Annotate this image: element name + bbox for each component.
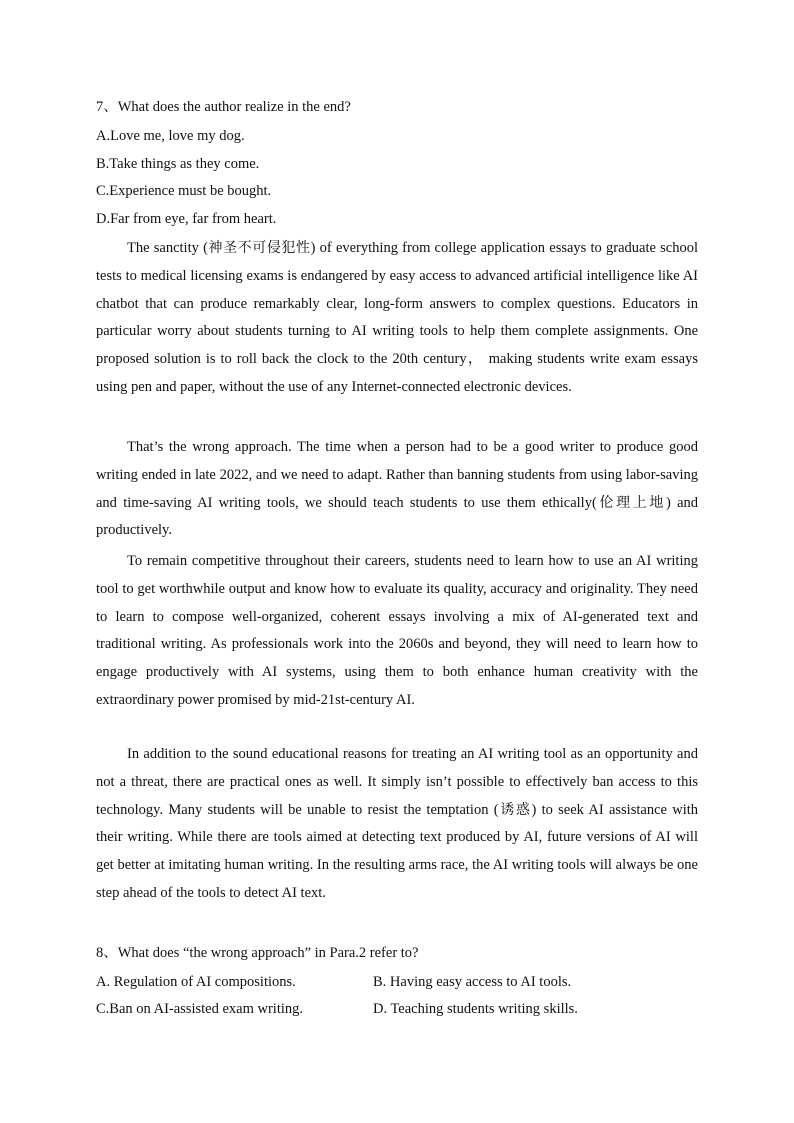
question-7: 7、What does the author realize in the end?	[96, 99, 351, 115]
option-a: A. Regulation of AI compositions.	[96, 974, 296, 990]
paragraph-text: ) of everything from college application essays to graduate school tests to medical licensing exams is endangered by easy access to advanced artificial intelligence like AI chatbot that can produce remarkably clear, long-form answers to complex questions. Educators in particular worry about students turning to AI writing tools to help them complete assignments. One proposed solution is to roll back the clock to the 20th century， making students write exam essays using pen and paper, without the use of any Internet-connected electronic devices.	[96, 240, 698, 395]
paragraph-text: ) and productively.	[96, 494, 699, 539]
option-a: A.Love me, love my dog.	[96, 128, 245, 144]
option-c: C.Experience must be bought.	[96, 183, 272, 199]
paragraph-text: ) to seek AI assistance with their writing. While there are tools aimed at detecting text produced by AI, future versions of AI will get better at imitating human writing. In the resulting arms race, the AI writing tools will always be one step ahead of the tools to detect AI text.	[96, 801, 698, 901]
question-8: 8、What does “the wrong approach” in Para.2 refer to?	[96, 945, 419, 961]
paragraph-text: The sanctity (	[127, 240, 208, 256]
passage-paragraph-4	[96, 741, 698, 908]
chinese-gloss: 神圣不可侵犯性	[207, 240, 311, 256]
option-b: B.Take things as they come.	[96, 156, 260, 172]
paragraph-text: In addition to the sound educational reasons for treating an AI writing tool as an opportunity and not a threat, there are practical ones as well. It simply isn’t possible to effectively ban access to this technology. Many students will be unable to resist the temptation (	[96, 746, 698, 818]
option-d: D.Far from eye, far from heart.	[96, 211, 277, 227]
passage-paragraph-2	[96, 434, 698, 545]
option-d: D. Teaching students writing skills.	[373, 1001, 578, 1017]
option-b: B. Having easy access to AI tools.	[373, 974, 572, 990]
passage-paragraph-3: To remain competitive throughout their careers, students need to learn how to use an AI writing tool to get worthwhile output and know how to evaluate its quality, accuracy and originality. They need to learn to compose well-organized, coherent essays involving a mix of AI-generated text and traditional writing. As professionals work into the 2060s and beyond, they will need to learn how to engage productively with AI systems, using them to both enhance human creativity with the extraordinary power promised by mid-21st-century AI.	[96, 553, 698, 708]
option-c: C.Ban on AI-assisted exam writing.	[96, 1001, 304, 1017]
chinese-gloss: 诱惑	[498, 801, 532, 818]
passage-paragraph-1	[96, 235, 698, 402]
chinese-gloss: 伦理上地	[596, 494, 666, 511]
paragraph-text: That’s the wrong approach. The time when a person had to be a good writer to produce good writing ended in late 2022, and we need to adapt. Rather than banning students from using labor-saving and time-saving AI writing tools, we should teach students to use them ethically(	[96, 439, 698, 511]
